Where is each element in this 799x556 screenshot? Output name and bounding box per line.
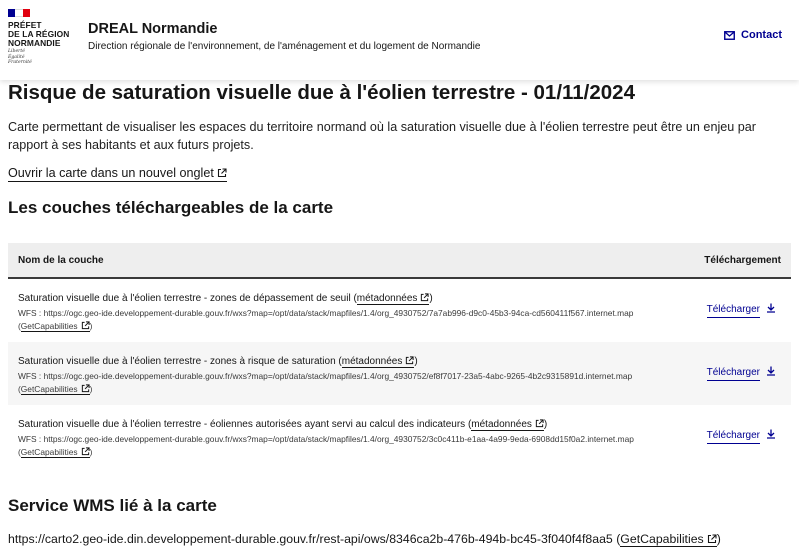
wms-heading: Service WMS lié à la carte — [8, 496, 217, 515]
metadata-label: métadonnées — [356, 293, 418, 304]
getcapabilities-link[interactable] — [21, 447, 90, 458]
download-label: Télécharger — [707, 303, 760, 318]
getcapabilities-link[interactable] — [21, 321, 90, 332]
page-title: Risque de saturation visuelle due à l'éolien terrestre - 01/11/2024 — [8, 81, 635, 104]
motto-line: Liberté — [8, 49, 25, 55]
getcap-wrap: (GetCapabilities ) — [18, 320, 781, 335]
marianne-logo[interactable] — [8, 9, 70, 67]
service-tagline: Direction régionale de l'environnement, de l'aménagement et du logement de Normandie — [88, 41, 481, 52]
external-link-icon — [420, 293, 429, 307]
metadata-link[interactable] — [357, 293, 430, 305]
flag-icon — [8, 9, 30, 17]
wfs-url: WFS : https://ogc.geo-ide.developpement-durable.gouv.fr/wxs?map=/opt/data/stack/mapfiles/1.4/org_4930752/3c0c411b-e1aa-4a99-9eda-6908dd15f0a2.internet.map — [18, 433, 634, 444]
layer-name-text: Saturation visuelle due à l'éolien terrestre - zones à risque de saturation — [18, 356, 336, 367]
metadata-link[interactable] — [342, 356, 415, 368]
col-header-name: Nom de la couche — [18, 254, 104, 266]
download-label: Télécharger — [707, 429, 760, 444]
page-description: Carte permettant de visualiser les espaces du territoire normand où la saturation visuelle due à l'éolien terrestre peut être un enjeu par rapport à ses habitants et aux futurs projets. — [8, 120, 756, 152]
download-button[interactable] — [707, 366, 776, 381]
motto-line: Fraternité — [8, 59, 32, 65]
wfs-url: WFS : https://ogc.geo-ide.developpement-durable.gouv.fr/wxs?map=/opt/data/stack/mapfiles/1.4/org_4930752/ef8f7017-23a5-4abc-9265-4b2c9315891d.internet.map — [18, 370, 633, 381]
getcap-wrap: (GetCapabilities ) — [18, 446, 781, 461]
contact-label: Contact — [741, 29, 782, 41]
wfs-url: WFS : https://ogc.geo-ide.developpement-durable.gouv.fr/wxs?map=/opt/data/stack/mapfiles/1.4/org_4930752/7a7ab996-d9c0-45b3-94ca-cd560411f567.internet.map — [18, 307, 634, 318]
table-row — [8, 405, 791, 468]
main-content — [8, 80, 791, 219]
metadata-label: métadonnées — [341, 356, 403, 367]
logo-title — [8, 21, 70, 47]
service-block[interactable] — [88, 20, 480, 52]
getcap-label: GetCapabilities — [20, 384, 78, 394]
logo-line: PRÉFET — [8, 20, 42, 30]
getcap-wrap: (GetCapabilities ) — [18, 383, 781, 398]
layers-table — [8, 243, 791, 468]
external-link-icon — [81, 384, 90, 398]
download-button[interactable] — [707, 429, 776, 444]
wms-url-line: https://carto2.geo-ide.din.developpement-durable.gouv.fr/rest-api/ows/8346ca2b-476b-494b-bc45-3f040f4f8aa5 (GetCapabilities ) — [8, 532, 721, 546]
layers-heading: Les couches téléchargeables de la carte — [8, 198, 334, 217]
download-icon — [766, 366, 776, 381]
logo-line: DE LA RÉGION — [8, 28, 70, 39]
external-link-icon — [405, 356, 414, 370]
getcap-label: GetCapabilities — [20, 321, 78, 331]
download-icon — [766, 303, 776, 318]
external-link-icon — [81, 447, 90, 461]
open-map-link[interactable] — [8, 166, 227, 182]
wms-url: https://carto2.geo-ide.din.developpement-durable.gouv.fr/rest-api/ows/8346ca2b-476b-494b-bc45-3f040f4f8aa5 — [8, 532, 613, 546]
download-label: Télécharger — [707, 366, 760, 381]
table-header — [8, 243, 791, 279]
table-row — [8, 279, 791, 342]
mail-icon — [724, 31, 735, 40]
logo-motto — [8, 49, 70, 65]
getcapabilities-link[interactable] — [21, 384, 90, 395]
layer-name: Saturation visuelle due à l'éolien terrestre - zones de dépassement de seuil (métadonnées ) — [18, 292, 781, 307]
metadata-link[interactable] — [471, 419, 544, 431]
layer-name-text: Saturation visuelle due à l'éolien terrestre - éoliennes autorisées ayant servi au calcul des indicateurs — [18, 419, 466, 430]
metadata-label: métadonnées — [471, 419, 532, 430]
external-link-icon — [707, 533, 717, 547]
external-link-icon — [81, 321, 90, 335]
site-header — [0, 0, 799, 80]
motto-line: Égalité — [8, 54, 25, 60]
external-link-icon — [535, 419, 544, 433]
table-row — [8, 342, 791, 405]
contact-link[interactable] — [724, 29, 782, 41]
col-header-download: Téléchargement — [704, 254, 781, 266]
download-button[interactable] — [707, 303, 776, 318]
layer-name-text: Saturation visuelle due à l'éolien terrestre - zones de dépassement de seuil — [18, 293, 351, 304]
wms-getcapabilities-link[interactable] — [620, 532, 716, 547]
layer-name: Saturation visuelle due à l'éolien terrestre - éoliennes autorisées ayant servi au calcul des indicateurs (métadonnées ) — [18, 418, 781, 433]
external-link-icon — [217, 167, 227, 181]
logo-line: NORMANDIE — [8, 37, 61, 48]
getcap-label: GetCapabilities — [620, 532, 704, 546]
service-name[interactable]: DREAL Normandie — [88, 21, 218, 37]
download-icon — [766, 429, 776, 444]
open-map-label: Ouvrir la carte dans un nouvel onglet — [8, 166, 214, 180]
getcap-label: GetCapabilities — [20, 447, 78, 457]
layer-name: Saturation visuelle due à l'éolien terrestre - zones à risque de saturation (métadonnées ) — [18, 355, 781, 370]
